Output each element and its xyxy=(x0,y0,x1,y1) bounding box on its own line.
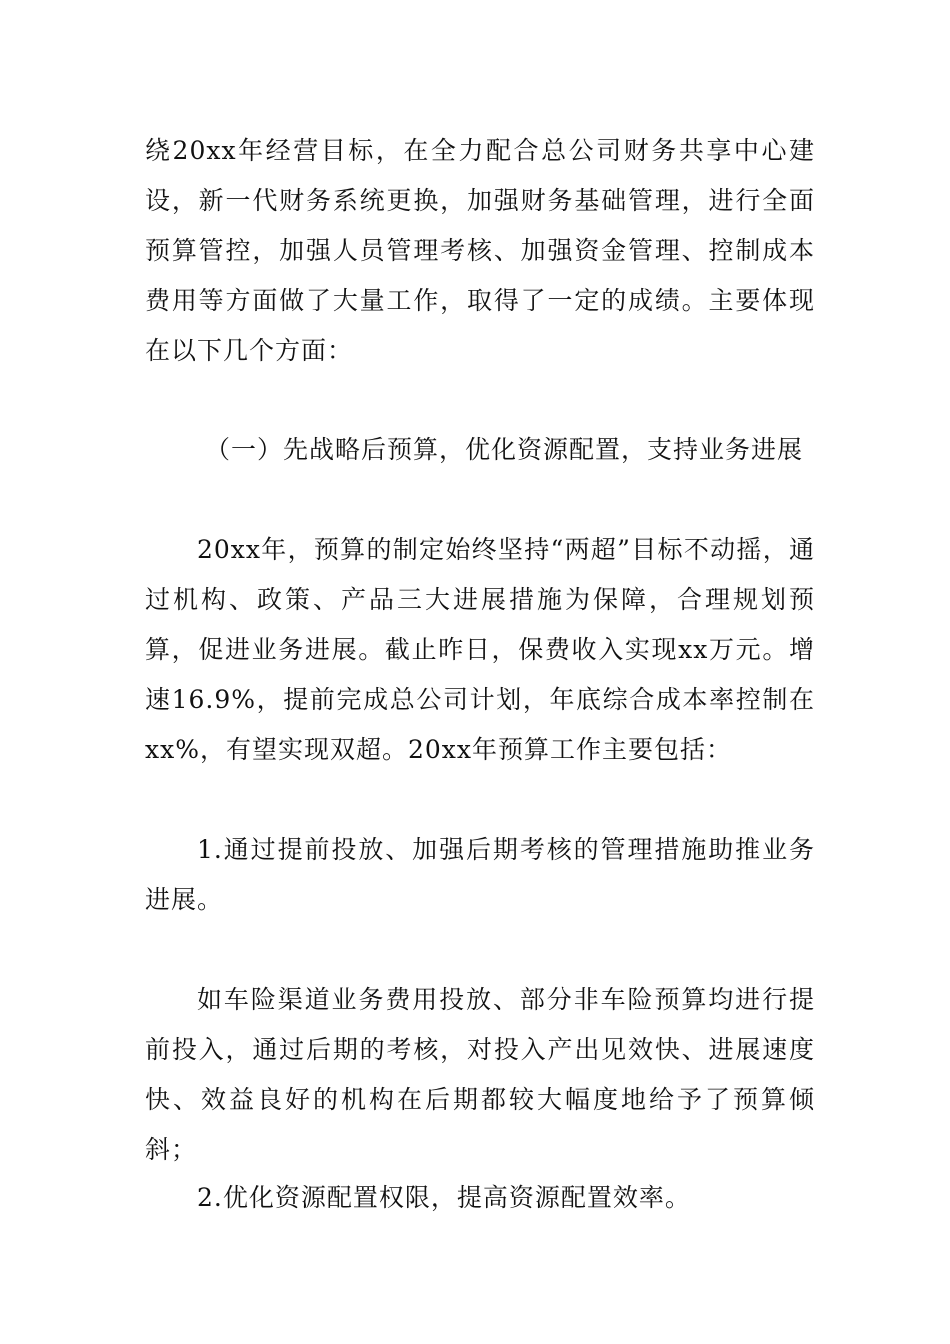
section-heading: （一）先战略后预算，优化资源配置，支持业务进展 xyxy=(205,435,804,464)
list-item-1: 1.通过提前投放、加强后期考核的管理措施助推业务进展。 xyxy=(145,835,815,914)
list-item-2: 2.优化资源配置权限，提高资源配置效率。 xyxy=(197,1183,691,1212)
example-paragraph: 如车险渠道业务费用投放、部分非车险预算均进行提前投入，通过后期的考核，对投入产出见效快、进展速度快、效益良好的机构在后期都较大幅度地给予了预算倾斜； xyxy=(145,985,815,1164)
budget-paragraph: 20xx年，预算的制定始终坚持“两超”目标不动摇，通过机构、政策、产品三大进展措施为保障，合理规划预算，促进业务进展。截止昨日，保费收入实现xx万元。增速16.9%，提前完成总公司计划，年底综合成本率控制在xx%，有望实现双超。20xx年预算工作主要包括： xyxy=(145,535,815,764)
intro-paragraph: 绕20xx年经营目标，在全力配合总公司财务共享中心建设，新一代财务系统更换，加强财务基础管理，进行全面预算管控，加强人员管理考核、加强资金管理、控制成本费用等方面做了大量工作，取得了一定的成绩。主要体现在以下几个方面： xyxy=(145,136,815,365)
